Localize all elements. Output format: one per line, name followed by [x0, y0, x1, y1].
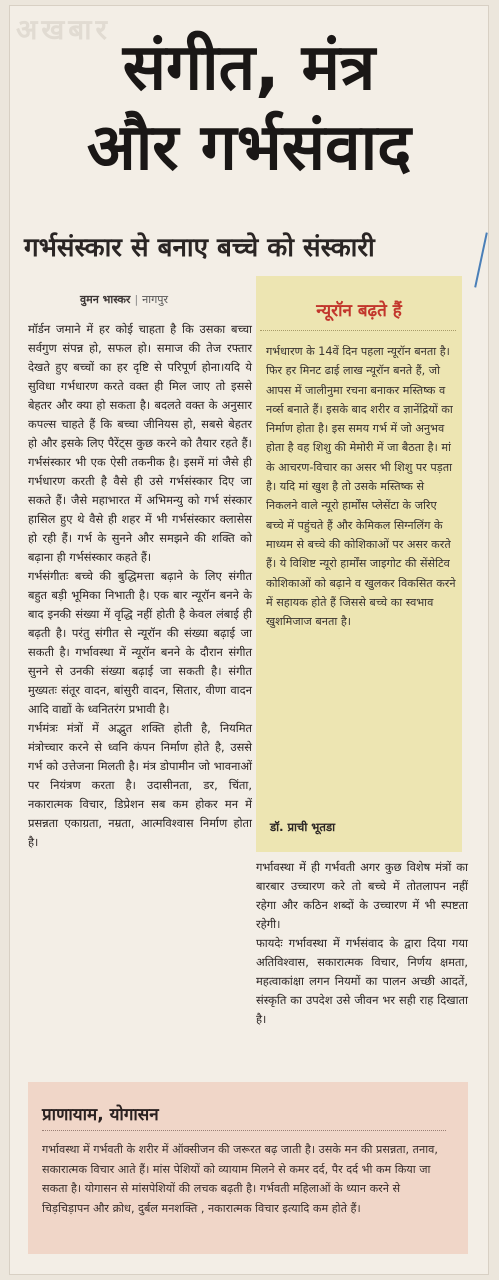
left-paragraph: गर्भमंत्रः मंत्रों में अद्भुत शक्ति होती है, नियमित मंत्रोच्चार करने से ध्वनि कंपन निर्माण होते है, उससे गर्भ को उत्तेजना मिलती है। मंत्र डोपामीन जो भावनाओं पर नियंत्रण करता है। उदासीनता, डर, चिंता, नकारात्मक विचार, डिप्रेशन सब कम होकर मन में प्रसन्नता एकाग्रता, नम्रता, आत्मविश्वास निर्माण होता है।	[28, 721, 252, 849]
headline-line-2: और गर्भसंवाद	[86, 111, 412, 185]
neuron-box-text: गर्भधारण के 14वें दिन पहला न्यूरॉन बनता है। फिर हर मिनट ढाई लाख न्यूरॉन बनते हैं, जो आपस में जालीनुमा रचना बनाकर मस्तिष्क व नर्व्स बनाते हैं। इसके बाद शरीर व ज्ञानेंद्रियों का निर्माण होता है। इस समय गर्भ में जो अनुभव होता है वह शिशु की मेमोरी में जा बैठता है। मां के आचरण-विचार का असर भी शिशु पर पड़ता है। यदि मां खुश है तो उसके मस्तिष्क से निकलने वाले न्यूरो हार्मोंस प्लेसेंटा के जरिए बच्चे में पहुंचते हैं और केमिकल सिग्नलिंग के माध्यम से बच्चे की कोशिकाओं पर असर करते हैं। ये विशिष्ट न्यूरो हार्मोंस जाइगोट की सेंसेटिव कोशिकाओं को बढ़ाने व खुलकर विकसित करने में सहायक होते हैं जिससे बच्चे का स्वभाव खुशमिजाज बनता है।	[266, 345, 456, 629]
headline-line-1: संगीत, मंत्र	[122, 31, 376, 105]
right-paragraph: गर्भावस्था में ही गर्भवती अगर कुछ विशेष मंत्रों का बारबार उच्चारण करे तो बच्चे में तोतलापन नहीं रहेगा और कठिन शब्दों के उच्चारण में भी स्पष्टता रहेगी।	[256, 860, 468, 931]
byline-separator: |	[134, 293, 139, 306]
masthead-ghost: अखबार	[16, 13, 111, 44]
byline-source: वुमन भास्कर	[80, 293, 131, 306]
pranayam-box-text: गर्भावस्था में गर्भवती के शरीर में ऑक्सीजन की जरूरत बढ़ जाती है। उसके मन की प्रसन्नता, तनाव, सकारात्मक विचार आते हैं। मांस पेशियों को व्यायाम मिलने से कमर दर्द, पैर दर्द भी कम किया जा सकता है। योगासन से मांसपेशियों की लचक बढ़ती है। गर्भवती महिलाओं के ध्यान करने से चिड़चिड़ापन और क्रोध, दुर्बल मनशक्ति , नकारात्मक विचार इत्यादि कम होते हैं।	[42, 1143, 438, 1215]
left-column	[28, 320, 252, 852]
neuron-box-divider	[260, 330, 456, 331]
pranayam-box-title: प्राणायाम, योगासन	[42, 1105, 159, 1125]
byline	[80, 292, 168, 307]
neuron-box-title: न्यूरॉन बढ़ते हैं	[316, 301, 402, 321]
left-paragraph: मॉर्डन जमाने में हर कोई चाहता है कि उसका बच्चा सर्वगुण संपन्न हो, सफल हो। समाज की तेज रफ्तार देखते हुए बच्चों का हर दृष्टि से परिपूर्ण होना।यदि ये सुविधा गर्भधारण करते वक्त ही मिल जाए तो इससे बेहतर और क्या हो सकता है। बदलते वक्त के अनुसार कपल्स चाहते हैं कि बच्चा जीनियस हो, सबसे बेहतर हो और इसके लिए पैरेंट्स कुछ करने को तैयार रहते हैं। गर्भसंस्कार भी एक ऐसी तकनीक है। इसमें मां जैसे ही गर्भधारण करती है वैसे ही उसे गर्भसंस्कार दिए जा सकते हैं। जैसे महाभारत में अभिमन्यु को गर्भ संस्कार हासिल हुए थे वैसे ही शहर में भी गर्भसंस्कार क्लासेस हो रही हैं। गर्भ के सुनने और समझने की शक्ति को बढ़ाना ही गर्भसंस्कार कहते हैं।	[28, 322, 252, 564]
byline-city: नागपुर	[142, 293, 169, 306]
right-paragraph: फायदेः गर्भावस्था में गर्भसंवाद के द्वारा दिया गया अतिविश्वास, सकारात्मक विचार, निर्णय क्षमता, महत्वाकांक्षा लगन नियमों का पालन अच्छी आदतें, संस्कृति का उपदेश उसे जीवन भर सही राह दिखाता है।	[256, 936, 468, 1026]
neuron-box-author: डॉ. प्राची भूतडा	[270, 820, 336, 834]
left-paragraph: गर्भसंगीतः बच्चे की बुद्धिमत्ता बढ़ाने के लिए संगीत बहुत बड़ी भूमिका निभाती है। एक बार न्यूरॉन बनने के बाद इनकी संख्या में वृद्धि नहीं होती है केवल लंबाई ही बढ़ती है। परंतु संगीत से न्यूरॉन की संख्या बढ़ाई जा सकती है। गर्भावस्था में न्यूरॉन बनने के दौरान संगीत सुनने से उनकी संख्या बढ़ाई जा सकती है। संगीत मुख्यतः संतूर वादन, बांसुरी वादन, सितार, वीणा वादन आदि वाद्यों के ध्वनितरंग प्रभावी है।	[28, 569, 252, 716]
right-column	[256, 858, 468, 1029]
subheadline: गर्भसंस्कार से बनाए बच्चे को संस्कारी	[24, 233, 375, 263]
pranayam-box-divider	[42, 1130, 446, 1131]
